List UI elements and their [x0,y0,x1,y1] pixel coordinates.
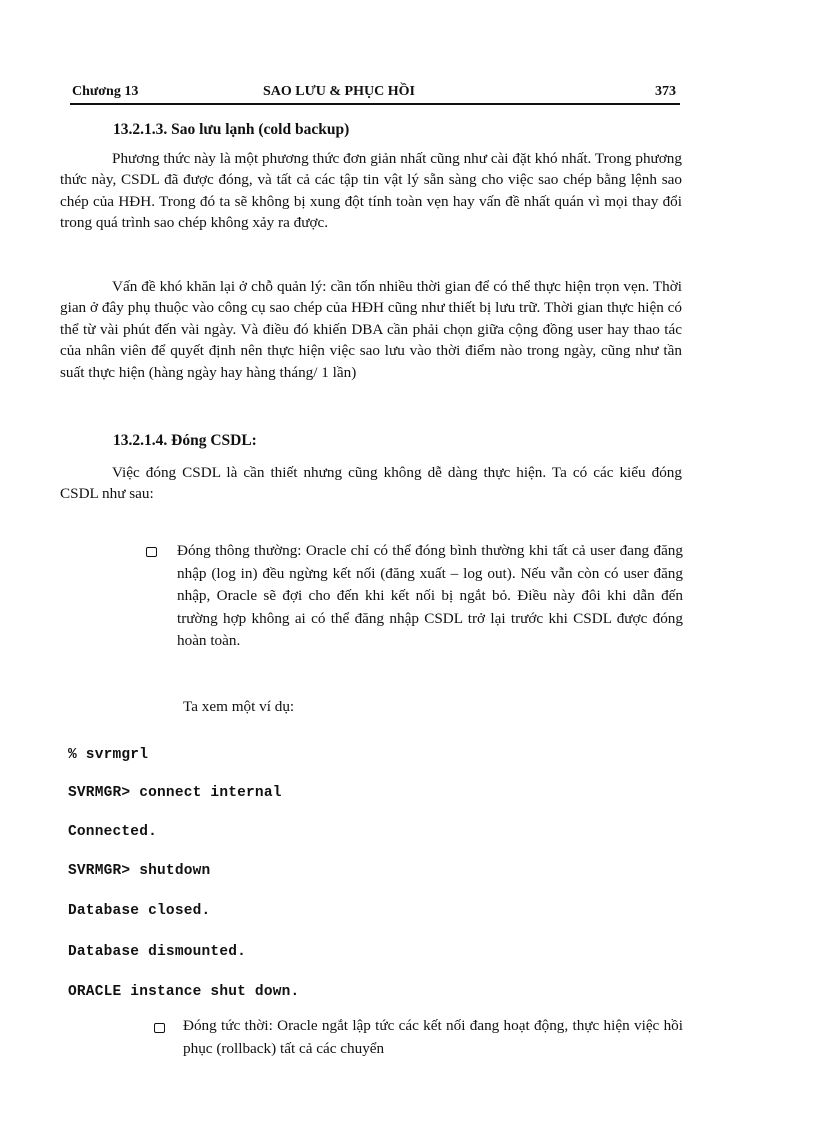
bullet-immediate-shutdown: Đóng tức thời: Oracle ngắt lập tức các kết nối đang hoạt động, thực hiện việc hồi phục (rollback) tất cả các chuyển [183,1017,683,1057]
running-header [70,83,680,105]
code-line: Database closed. [68,903,211,919]
section-heading-cold-backup: 13.2.1.3. Sao lưu lạnh (cold backup) [113,121,350,138]
example-intro: Ta xem một ví dụ: [183,698,295,715]
bullet-square-icon [154,1023,165,1033]
section-heading-close-db: 13.2.1.4. Đóng CSDL: [113,432,257,449]
paragraph-cold-backup-2: Vấn đề khó khăn lại ở chỗ quản lý: cần tốn nhiều thời gian để có thể thực hiện trọn vẹn. Thời gian ở đây phụ thuộc vào công cụ sao chép của HĐH cũng như thiết bị lưu trữ. Thời gian thực hiện có thể từ vài phút đến vài ngày. Và điều đó khiến DBA cần phải chọn giữa cộng đồng user hay thao tác của nhân viên để quyết định nên thực hiện việc sao lưu vào thời điểm nào trong ngày, cũng như tần suất thực hiện (hàng ngày hay hàng tháng/ 1 lần) [60,278,682,381]
page-number: 373 [655,84,676,99]
paragraph-close-db-intro: Việc đóng CSDL là cần thiết nhưng cũng không dễ dàng thực hiện. Ta có các kiểu đóng CSDL như sau: [60,464,682,503]
chapter-title: SAO LƯU & PHỤC HỒI [263,84,415,99]
code-line: Database dismounted. [68,944,247,960]
paragraph-cold-backup-1: Phương thức này là một phương thức đơn giản nhất cũng như cài đặt khó nhất. Trong phương thức này, CSDL đã được đóng, và tất cả các tập tin vật lý sẵn sàng cho việc sao chép bằng lệnh sao chép của HĐH. Trong đó ta sẽ không bị xung đột tính toàn vẹn hay vấn đề nhất quán vì mọi thay đổi trong quá trình sao chép không xảy ra được. [60,150,682,232]
code-line: Connected. [68,824,158,840]
code-line: ORACLE instance shut down. [68,984,300,1000]
bullet-normal-shutdown: Đóng thông thường: Oracle chỉ có thể đóng bình thường khi tất cả user đang đăng nhập (log in) đều ngừng kết nối (đăng xuất – log out). Nếu vẫn còn có user đăng nhập, Oracle sẽ đợi cho đến khi kết nối bị ngắt bỏ. Điều này đôi khi dẫn đến trường hợp không ai có thể đăng nhập CSDL trở lại trước khi CSDL được đóng hoàn toàn. [177,542,683,650]
code-line: SVRMGR> connect internal [68,785,282,801]
bullet-square-icon [146,547,157,557]
code-line: % svrmgrl [68,747,149,763]
chapter-label: Chương 13 [72,84,139,99]
code-line: SVRMGR> shutdown [68,863,211,879]
